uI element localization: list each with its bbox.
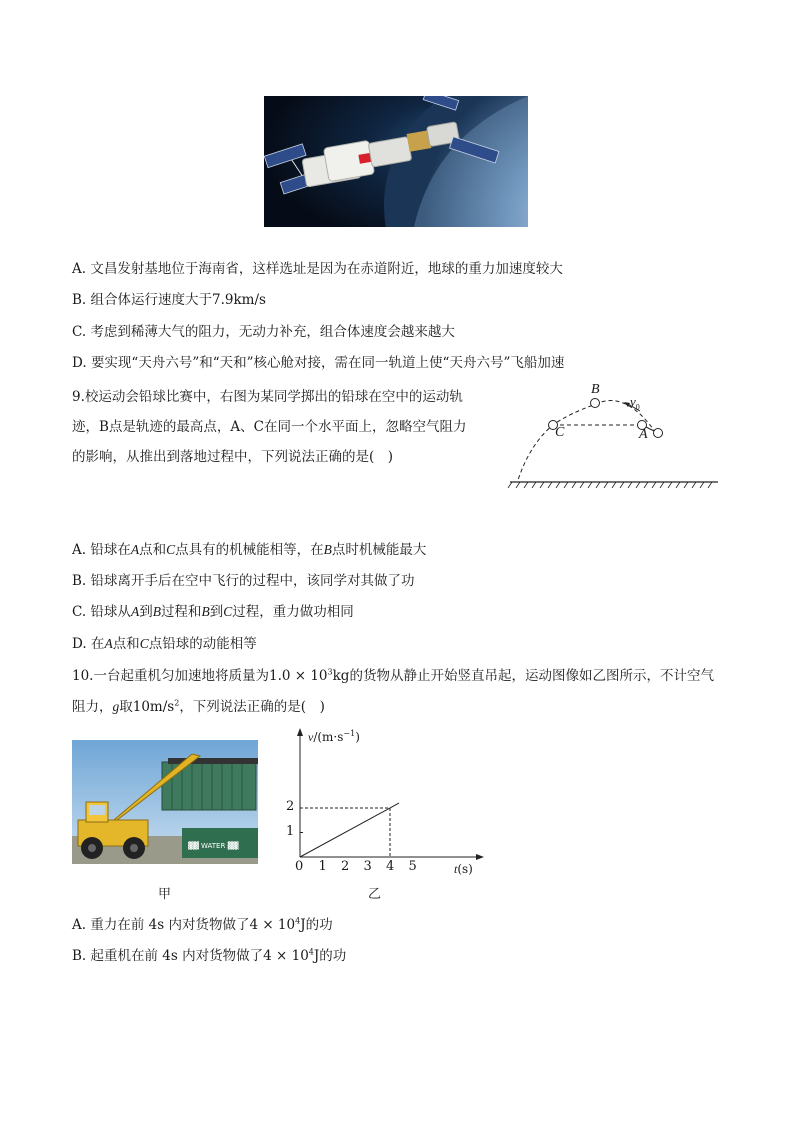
q9-option-a: A. 铅球在A点和C点具有的机械能相等，在B点时机械能最大 <box>72 542 427 558</box>
point-b-label: B <box>591 382 600 397</box>
x-tick-label: 2 <box>341 859 350 874</box>
q9-option-c: C. 铅球从A到B过程和B到C过程，重力做功相同 <box>72 604 354 620</box>
vt-graph-svg <box>280 726 495 876</box>
q9-stem-line-2: 迹，B点是轨迹的最高点，A、C在同一个水平面上，忽略空气阻力 <box>72 419 467 435</box>
y-axis-label: $v/(m\cdot s^{-1})$ <box>308 729 360 744</box>
vt-graph <box>280 726 495 876</box>
q9-option-d: D. 在A点和C点铅球的动能相等 <box>72 636 257 652</box>
y-tick-label: 2 <box>286 799 295 814</box>
graph-caption: 乙 <box>368 887 382 902</box>
svg-text:▓▓ WATER ▓▓: ▓▓ WATER ▓▓ <box>188 842 239 850</box>
x-axis-arrow <box>476 854 484 860</box>
q9-stem-line-1: 9.校运动会铅球比赛中，右图为某同学掷出的铅球在空中的运动轨 <box>72 389 463 405</box>
q9-stem-line-3: 的影响，从推出到落地过程中，下列说法正确的是( ) <box>72 449 394 465</box>
x-tick-label: 0 <box>295 859 304 874</box>
x-tick-label: 1 <box>318 859 327 874</box>
point-c-label: C <box>555 425 565 440</box>
space-station-photo <box>264 96 528 227</box>
trajectory-figure <box>506 382 722 492</box>
q9-option-b: B. 铅球离开手后在空中飞行的过程中，该同学对其做了功 <box>72 573 415 589</box>
q10-stem-line-2: 阻力，g取$10m/s^2$，下列说法正确的是( ) <box>72 698 325 715</box>
x-tick-label: 3 <box>363 859 372 874</box>
point-a-label: A <box>639 427 648 442</box>
q8-option-c: C. 考虑到稀薄大气的阻力，无动力补充，组合体速度会越来越大 <box>72 324 455 340</box>
q8-option-d: D. 要实现“天舟六号”和“天和”核心舱对接，需在同一轨道上使“天舟六号”飞船加速 <box>72 355 565 371</box>
q8-option-b: B. 组合体运行速度大于7.9km/s <box>72 292 266 308</box>
crane-photo <box>72 740 258 864</box>
q10-option-b: B. 起重机在前 4s 内对货物做了$4 \times 10^4J$的功 <box>72 947 347 964</box>
photo-caption: 甲 <box>158 887 172 902</box>
velocity-line <box>300 803 399 857</box>
x-tick-label: 5 <box>408 859 417 874</box>
y-tick-label: 1 <box>286 823 295 839</box>
x-tick-label: 4 <box>386 859 395 874</box>
v0-label: $v_0$ <box>630 394 640 412</box>
q10-option-a: A. 重力在前 4s 内对货物做了$4 \times 10^4J$的功 <box>72 916 333 933</box>
y-axis-arrow <box>297 728 303 736</box>
q10-stem-line-1: 10.一台起重机匀加速地将质量为$1.0 \times 10^3kg$的货物从静止开始竖直吊起，运动图像如乙图所示，不计空气 <box>72 667 714 684</box>
x-axis-label: t(s) <box>454 862 473 876</box>
q8-option-a: A. 文昌发射基地位于海南省，这样选址是因为在赤道附近，地球的重力加速度较大 <box>72 261 563 277</box>
